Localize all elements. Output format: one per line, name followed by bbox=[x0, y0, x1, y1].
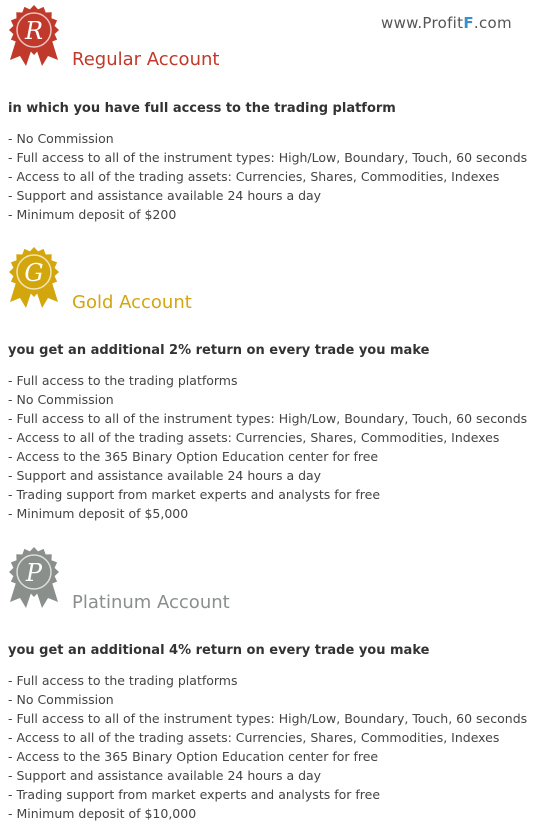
feature-item: - Access to all of the trading assets: Currencies, Shares, Commodities, Indexes bbox=[8, 169, 500, 184]
feature-item: - Support and assistance available 24 hours a day bbox=[8, 468, 322, 483]
watermark-accent: F bbox=[463, 14, 474, 32]
feature-item: - Access to the 365 Binary Option Education center for free bbox=[8, 749, 379, 764]
account-subtitle: you get an additional 2% return on every trade you make bbox=[8, 343, 430, 358]
seal-letter: P bbox=[25, 559, 43, 587]
seal-letter: R bbox=[24, 17, 44, 45]
feature-item: - Support and assistance available 24 hours a day bbox=[8, 188, 322, 203]
feature-item: - Full access to the trading platforms bbox=[8, 373, 238, 388]
ribbon-badge-icon bbox=[6, 4, 62, 68]
feature-item: - Full access to all of the instrument types: High/Low, Boundary, Touch, 60 seconds bbox=[8, 411, 528, 426]
ribbon-badge-icon bbox=[6, 546, 62, 610]
watermark-suffix: .com bbox=[473, 14, 512, 32]
feature-item: - Minimum deposit of $5,000 bbox=[8, 506, 189, 521]
feature-list bbox=[8, 129, 527, 224]
feature-item: - Support and assistance available 24 hours a day bbox=[8, 768, 322, 783]
account-subtitle: you get an additional 4% return on every trade you make bbox=[8, 643, 430, 658]
watermark-prefix: www.Profit bbox=[381, 14, 464, 32]
account-title: Regular Account bbox=[72, 49, 220, 70]
feature-list bbox=[8, 671, 527, 823]
feature-item: - Minimum deposit of $10,000 bbox=[8, 806, 197, 821]
feature-item: - Full access to all of the instrument types: High/Low, Boundary, Touch, 60 seconds bbox=[8, 711, 528, 726]
feature-item: - No Commission bbox=[8, 692, 114, 707]
account-title: Platinum Account bbox=[72, 592, 230, 613]
feature-item: - Full access to all of the instrument types: High/Low, Boundary, Touch, 60 seconds bbox=[8, 150, 528, 165]
feature-item: - No Commission bbox=[8, 131, 114, 146]
feature-item: - No Commission bbox=[8, 392, 114, 407]
feature-item: - Access to the 365 Binary Option Education center for free bbox=[8, 449, 379, 464]
feature-item: - Access to all of the trading assets: Currencies, Shares, Commodities, Indexes bbox=[8, 430, 500, 445]
feature-item: - Trading support from market experts and analysts for free bbox=[8, 487, 381, 502]
ribbon-badge-icon bbox=[6, 246, 62, 310]
feature-item: - Access to all of the trading assets: Currencies, Shares, Commodities, Indexes bbox=[8, 730, 500, 745]
watermark bbox=[381, 14, 512, 32]
feature-item: - Minimum deposit of $200 bbox=[8, 207, 177, 222]
account-title: Gold Account bbox=[72, 292, 192, 313]
account-subtitle: in which you have full access to the trading platform bbox=[8, 101, 396, 116]
feature-item: - Full access to the trading platforms bbox=[8, 673, 238, 688]
feature-list bbox=[8, 371, 527, 523]
seal-letter: G bbox=[24, 259, 44, 287]
feature-item: - Trading support from market experts and analysts for free bbox=[8, 787, 381, 802]
